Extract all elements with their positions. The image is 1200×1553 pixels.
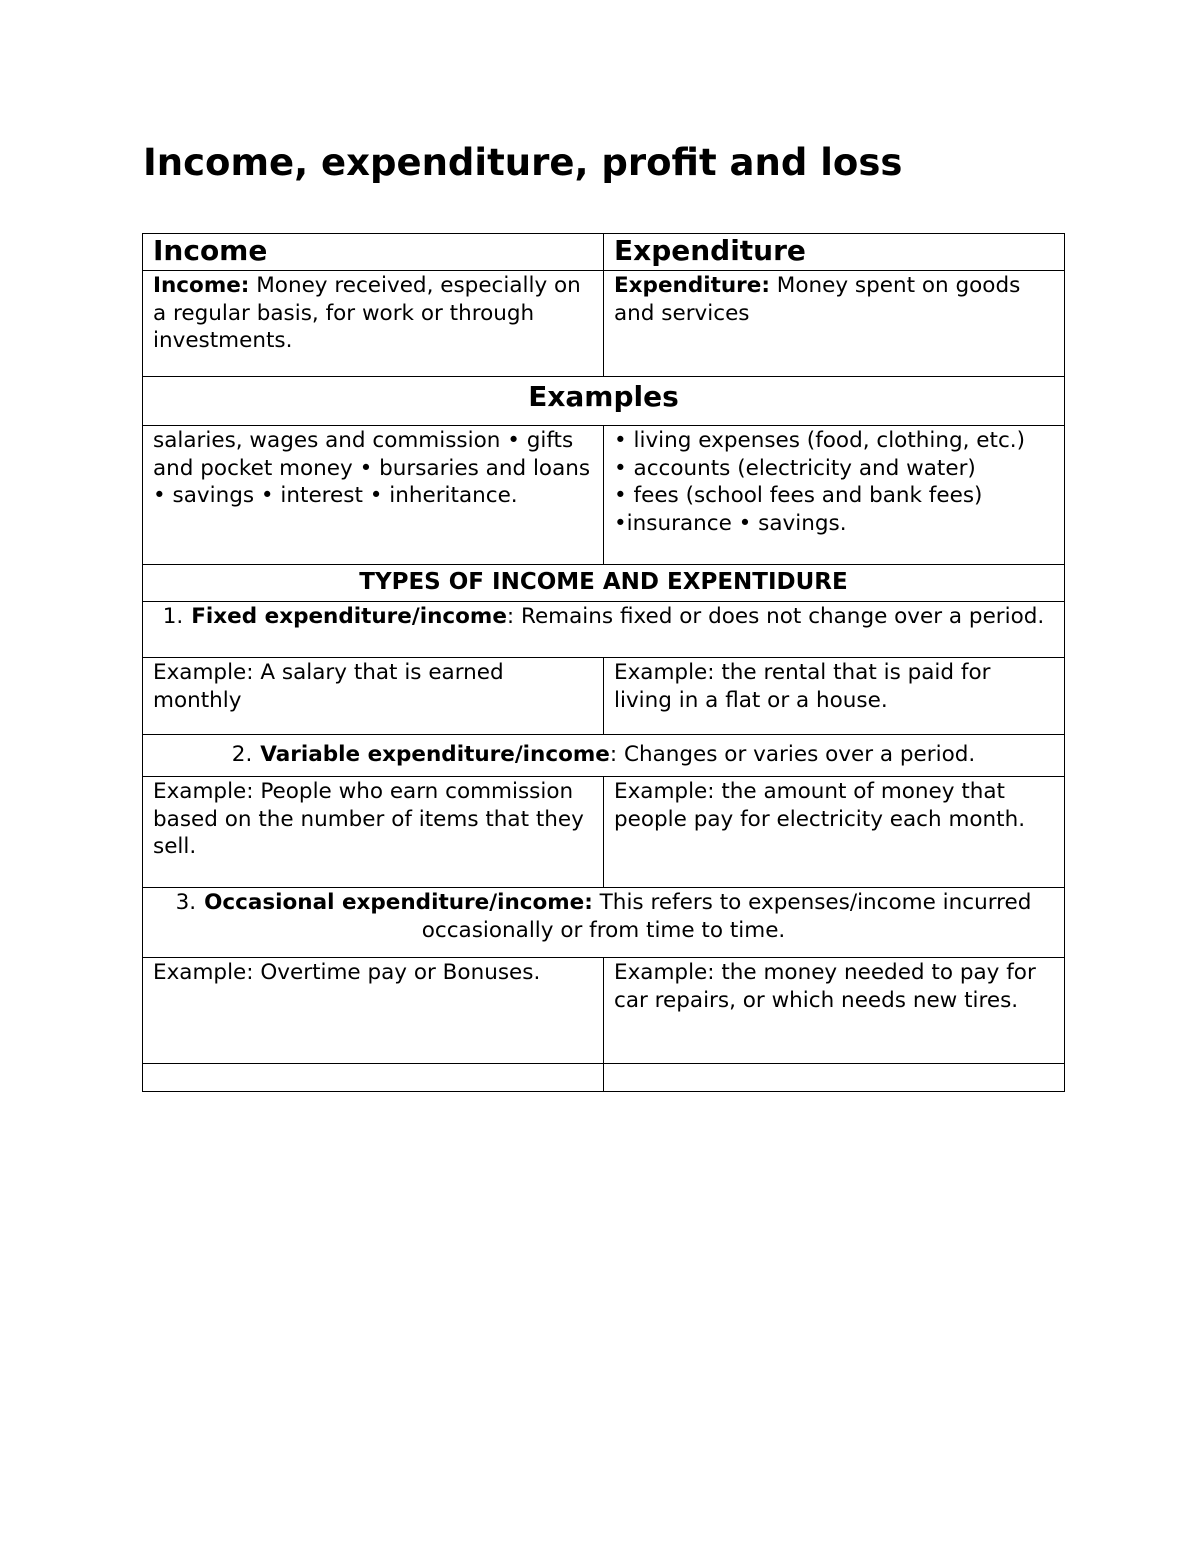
empty-cell (604, 1064, 1065, 1092)
type-occasional (143, 888, 1065, 958)
income-examples: salaries, wages and commission • gifts and pocket money • bursaries and loans • savings • interest • inheritance. (143, 426, 604, 565)
expenditure-example-line: • accounts (electricity and water) (614, 455, 976, 481)
examples-heading-row (143, 377, 1065, 426)
types-heading-row (143, 565, 1065, 602)
expenditure-example-line: • fees (school fees and bank fees) (614, 483, 983, 508)
types-heading: TYPES OF INCOME AND EXPENTIDURE (143, 565, 1065, 602)
expenditure-definition-text: Money spent on goods and services (614, 273, 1021, 326)
empty-row (143, 1064, 1065, 1092)
header-expenditure: Expenditure (604, 234, 1065, 271)
income-example: Example: Overtime pay or Bonuses. (143, 958, 604, 1064)
type-number: 2. (231, 742, 253, 767)
type-number: 3. (175, 890, 197, 915)
income-expenditure-table (142, 233, 1065, 1092)
expenditure-example: Example: the money needed to pay for car repairs, or which needs new tires. (604, 958, 1065, 1064)
definitions-row (143, 271, 1065, 377)
expenditure-example: Example: the amount of money that people pay for electricity each month. (604, 777, 1065, 888)
type-term: Fixed expenditure/income (191, 604, 507, 629)
type-example-row (143, 658, 1065, 735)
income-definition-text: Money received, especially on a regular basis, for work or through investments. (153, 273, 581, 353)
type-row (143, 735, 1065, 777)
type-number: 1. (162, 604, 184, 629)
examples-heading: Examples (143, 377, 1065, 426)
expenditure-example: Example: the rental that is paid for living in a flat or a house. (604, 658, 1065, 735)
expenditure-definition (604, 271, 1065, 377)
type-variable (143, 735, 1065, 777)
expenditure-examples (604, 426, 1065, 565)
type-example-row (143, 777, 1065, 888)
expenditure-example-line: • living expenses (food, clothing, etc.) (614, 428, 1026, 453)
type-description: : Remains fixed or does not change over a period. (506, 604, 1045, 629)
type-example-row (143, 958, 1065, 1064)
type-row (143, 602, 1065, 658)
expenditure-definition-term: Expenditure: (614, 273, 770, 298)
income-example: Example: A salary that is earned monthly (143, 658, 604, 735)
income-definition-term: Income: (153, 273, 250, 298)
expenditure-example-line: •insurance • savings. (614, 510, 847, 536)
type-term: Occasional expenditure/income: (204, 890, 593, 915)
table-header-row (143, 234, 1065, 271)
type-description: : Changes or varies over a period. (609, 742, 976, 767)
income-definition (143, 271, 604, 377)
type-row (143, 888, 1065, 958)
examples-row (143, 426, 1065, 565)
type-fixed (143, 602, 1065, 658)
empty-cell (143, 1064, 604, 1092)
header-income: Income (143, 234, 604, 271)
type-term: Variable expenditure/income (260, 742, 610, 767)
page-title: Income, expenditure, profit and loss (143, 141, 903, 184)
income-example: Example: People who earn commission based on the number of items that they sell. (143, 777, 604, 888)
type-description: This refers to expenses/income incurred occasionally or from time to time. (421, 890, 1032, 943)
